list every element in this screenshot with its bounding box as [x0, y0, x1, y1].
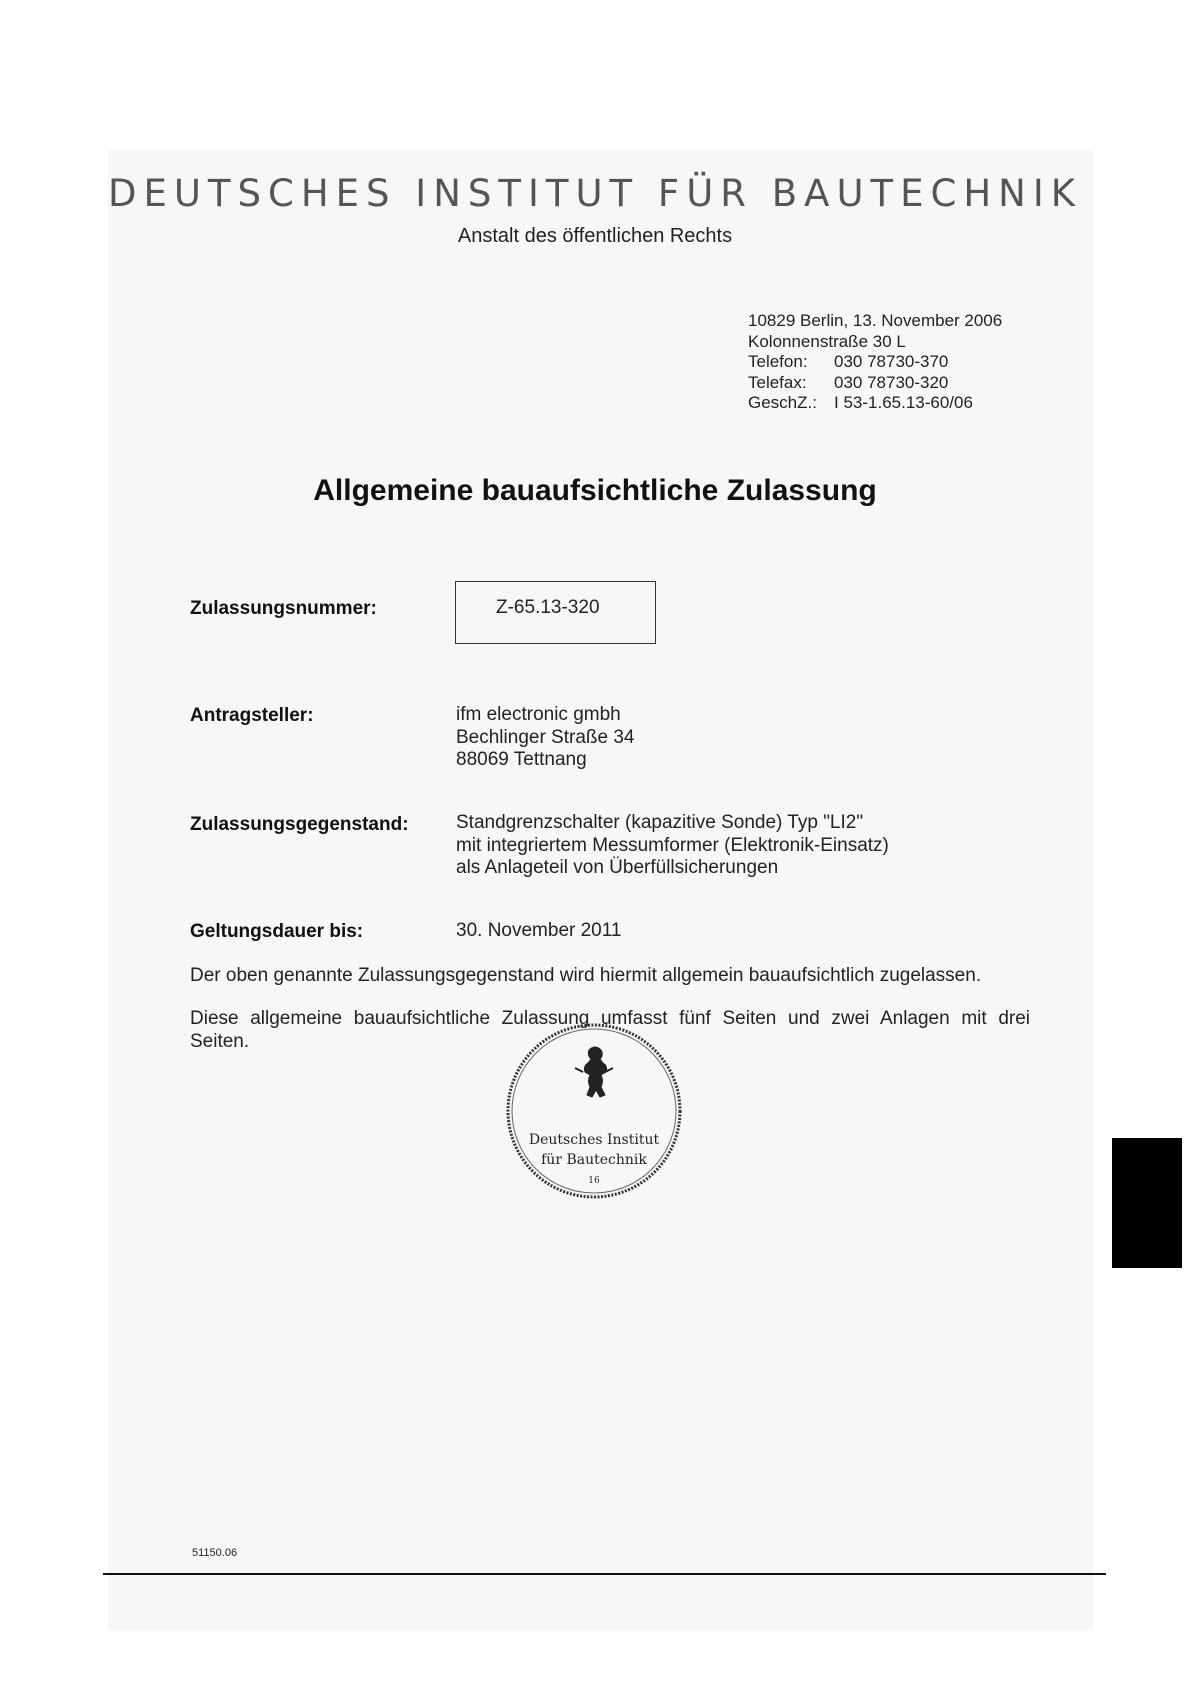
zulassungsnummer-label: Zulassungsnummer: [190, 598, 377, 619]
telefon-row [748, 352, 1002, 373]
telefon-label: Telefon: [748, 352, 808, 371]
institute-subtitle: Anstalt des öffentlichen Rechts [457, 225, 733, 247]
gegenstand-description [456, 812, 889, 880]
antragsteller-address [456, 704, 635, 772]
telefax-row [748, 373, 1002, 394]
footer-rule [103, 1573, 1106, 1575]
stamp-number: 16 [588, 1176, 600, 1186]
antragsteller-label: Antragsteller: [190, 705, 314, 726]
geltungsdauer-label: Geltungsdauer bis: [190, 921, 364, 942]
telefax-label: Telefax: [748, 372, 807, 392]
telefax-value: 030 78730-320 [834, 372, 949, 392]
document-code: 51150.06 [192, 1547, 238, 1559]
street: Kolonnenstraße 30 L [748, 331, 906, 351]
gegenstand-line: Standgrenzschalter (kapazitive Sonde) Typ "LI2" [456, 812, 864, 833]
telefon-value: 030 78730-370 [834, 352, 949, 371]
geschz-value: I 53-1.65.13-60/06 [834, 393, 973, 412]
antragsteller-line: Bechlinger Straße 34 [456, 726, 635, 748]
scope-paragraph-line-2: Seiten. [190, 1031, 250, 1052]
gegenstand-line: als Anlageteil von Überfüllsicherungen [456, 857, 779, 878]
zulassungsnummer-value: Z-65.13-320 [496, 597, 600, 618]
antragsteller-line: ifm electronic gmbh [456, 704, 621, 725]
stamp-line-1: Deutsches Institut [528, 1132, 660, 1148]
berlin-bear-icon [575, 1047, 613, 1097]
antragsteller-line: 88069 Tettnang [456, 749, 587, 770]
institute-name: DEUTSCHES INSTITUT FÜR BAUTECHNIK [107, 172, 1083, 215]
approval-paragraph: Der oben genannte Zulassungsgegenstand wird hiermit allgemein bauaufsichtlich zugelassen. [190, 965, 982, 986]
scope-paragraph-line-1: Diese allgemeine bauaufsichtliche Zulassung umfasst fünf Seiten und zwei Anlagen mit drei [190, 1008, 1030, 1029]
black-index-tab [1112, 1138, 1182, 1268]
place-date: 10829 Berlin, 13. November 2006 [748, 311, 1003, 330]
geschz-label: GeschZ.: [748, 393, 817, 412]
official-stamp [503, 1020, 685, 1202]
zulassungsnummer-box [455, 581, 656, 644]
geltungsdauer-value: 30. November 2011 [456, 920, 622, 941]
gegenstand-line: mit integriertem Messumformer (Elektronik-Einsatz) [456, 834, 889, 856]
stamp-line-2: für Bautechnik [541, 1152, 647, 1168]
gegenstand-label: Zulassungsgegenstand: [190, 814, 409, 835]
address-block [748, 311, 1002, 414]
document-title: Allgemeine bauaufsichtliche Zulassung [313, 474, 877, 507]
geschz-row [748, 393, 1002, 414]
